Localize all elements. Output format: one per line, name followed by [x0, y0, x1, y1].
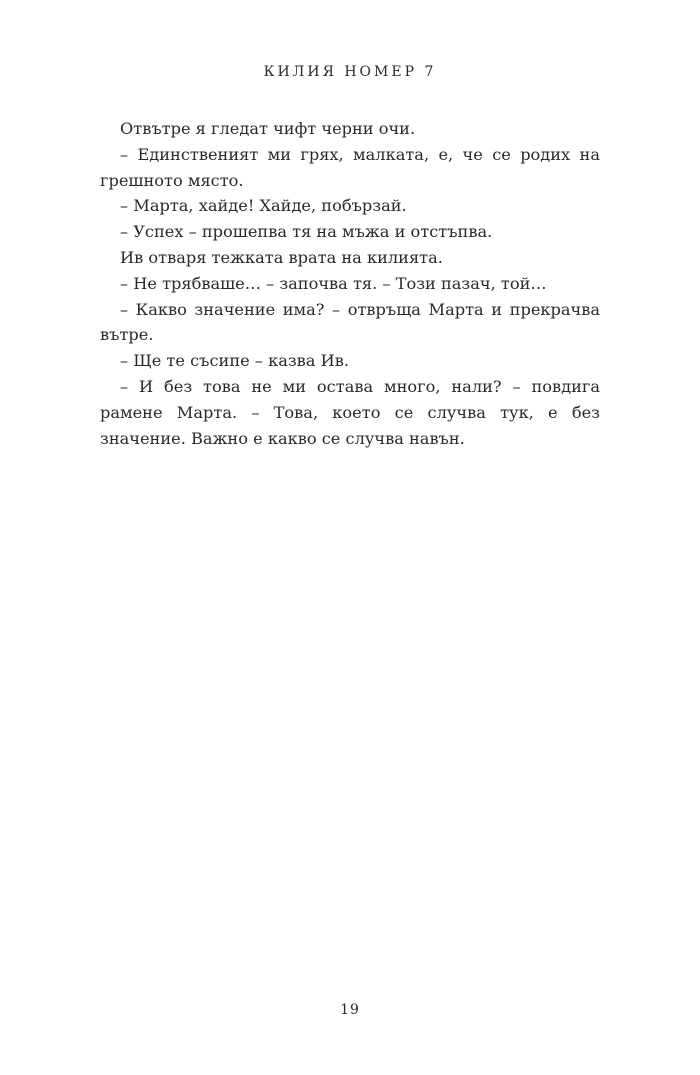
paragraph: – Не трябваше… – започва тя. – Този пазач, той…: [120, 273, 547, 293]
running-head: КИЛИЯ НОМЕР 7: [263, 64, 437, 80]
paragraph: Отвътре я гледат чифт черни очи.: [120, 119, 416, 138]
paragraph: – Успех – прошепва тя на мъжа и отстъпва.: [120, 222, 493, 242]
page-number: 19: [340, 1002, 360, 1018]
paragraph: – Ще те съсипе – казва Ив.: [120, 351, 349, 371]
paragraph: – Марта, хайде! Хайде, побързай.: [120, 196, 407, 216]
paragraph: – Какво значение има? – отвръща Марта и прекрачва вътре.: [100, 299, 600, 345]
paragraph: – И без това не ми остава много, нали? – повдига рамене Марта. – Това, което се случва тук, е без значение. Важно е какво се случва навън.: [100, 376, 600, 448]
paragraph: – Единственият ми грях, малката, е, че се родих на грешното място.: [100, 144, 600, 190]
paragraph: Ив отваря тежката врата на килията.: [120, 247, 443, 267]
body-text: [100, 116, 600, 451]
